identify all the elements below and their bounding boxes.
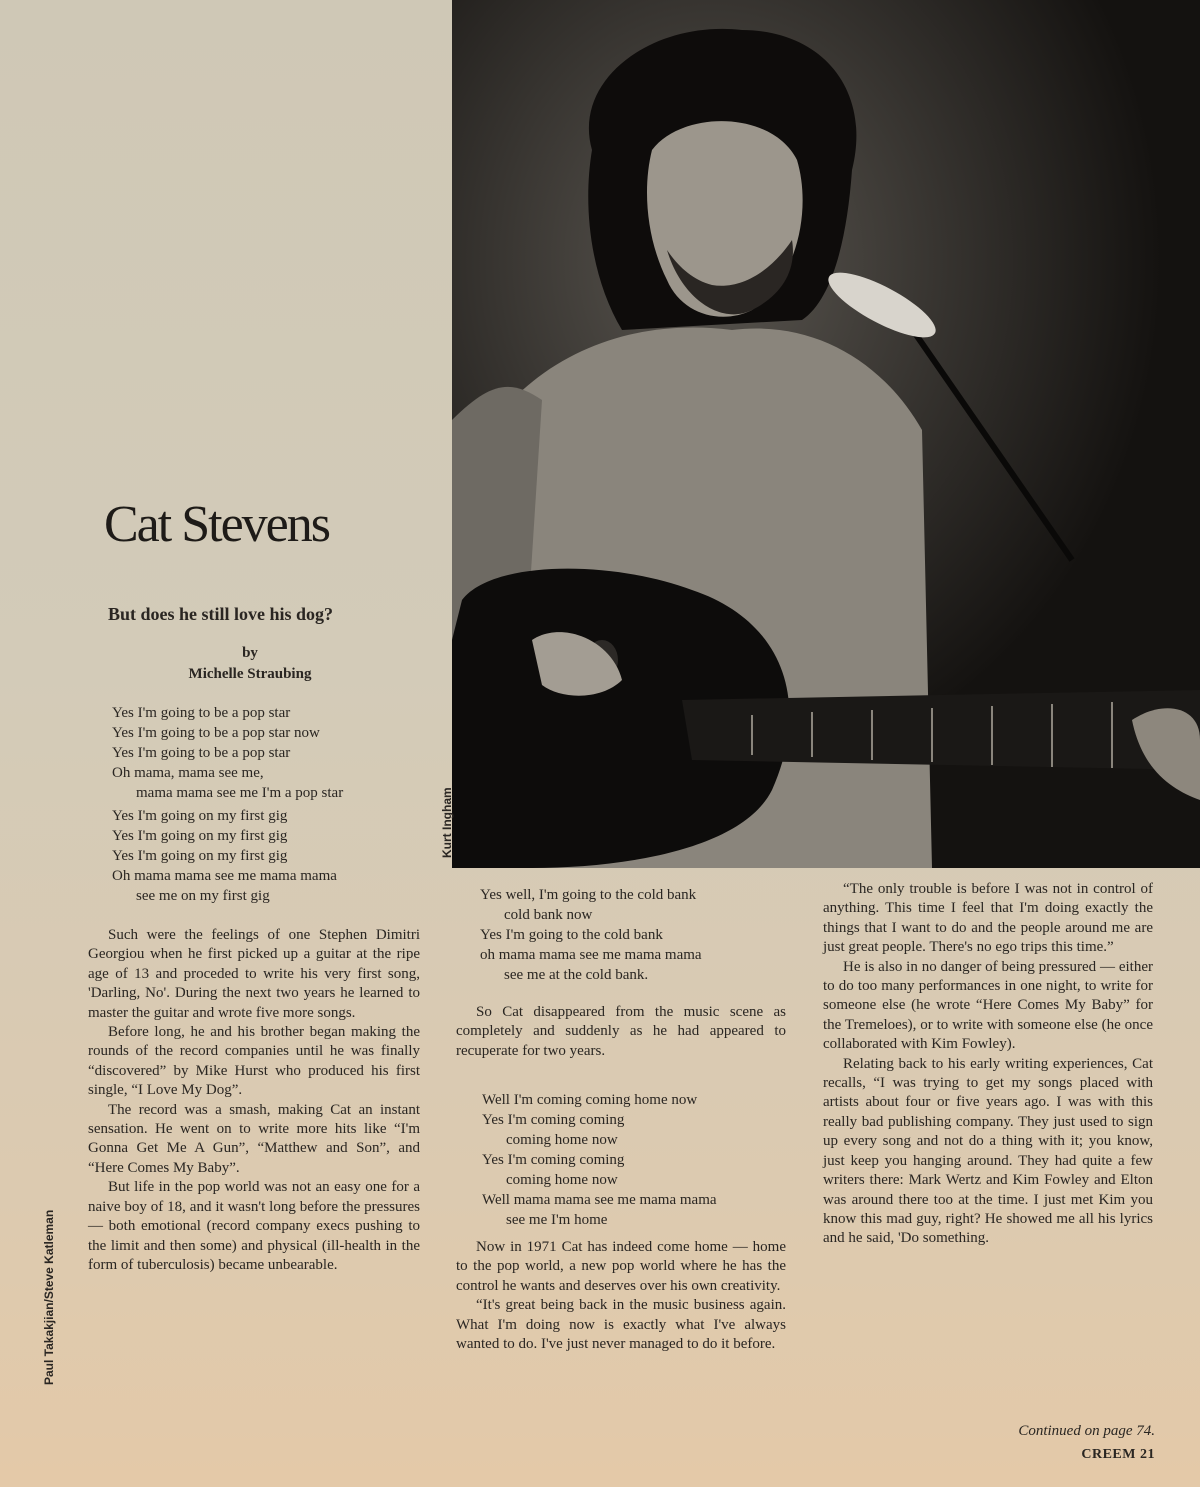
paragraph: “The only trouble is before I was not in control of anything. This time I feel that I'm doing exactly the things that I want to do and the people around me are just great people. There's no ego trips this time.” <box>823 881 1153 956</box>
paragraph: So Cat disappeared from the music scene as completely and suddenly as he had appeared to recuperate for two years. <box>456 1004 786 1059</box>
lyric-line: Yes I'm going to be a pop star now <box>112 725 320 741</box>
lyric-line: coming home now <box>506 1172 618 1188</box>
photo-credit: Kurt Ingham <box>440 787 454 858</box>
continued-note: Continued on page 74. <box>1018 1423 1155 1439</box>
lyric-line: see me on my first gig <box>136 888 270 904</box>
column-2-intro <box>456 1003 786 1061</box>
column-2-body <box>456 1238 786 1354</box>
paragraph: Before long, he and his brother began making the rounds of the record companies until he was finally “discovered” by Mike Hurst who produced his first single, “I Love My Dog”. <box>88 1024 420 1099</box>
lyric-line: mama mama see me I'm a pop star <box>136 785 344 801</box>
byline-by: by <box>242 645 258 661</box>
lyric-line: Yes I'm going on my first gig <box>112 828 288 844</box>
lyrics-coming-home <box>482 1090 802 1230</box>
lyrics-cold-bank <box>480 885 800 985</box>
cat-stevens-photo <box>452 0 1200 868</box>
paragraph: Such were the feelings of one Stephen Dimitri Georgiou when he first picked up a guitar at the ripe age of 13 and proceded to write his very first song, 'Darling, No'. During the next two years he learned to master the guitar and wrote five more songs. <box>88 927 420 1021</box>
column-1-body <box>88 926 420 1275</box>
lyric-line: see me I'm home <box>506 1212 608 1228</box>
lyric-line: cold bank now <box>504 907 593 923</box>
column-3-body <box>823 880 1153 1249</box>
paragraph: Now in 1971 Cat has indeed come home — home to the pop world, a new pop world where he has the control he wants and deserves over his own creativity. <box>456 1239 786 1294</box>
lyric-line: Yes well, I'm going to the cold bank <box>480 887 697 903</box>
author-name: Michelle Straubing <box>188 666 312 682</box>
paragraph: The record was a smash, making Cat an instant sensation. He went on to write more hits like “I'm Gonna Get Me A Gun”, “Matthew and Son”, and “Here Comes My Baby”. <box>88 1101 420 1176</box>
byline <box>140 643 360 687</box>
paragraph: He is also in no danger of being pressured — either to do too many performances in one night, to write for someone else (he wrote “Here Comes My Baby” for the Tremeloes), or to write with someone else (he once collaborated with Kim Fowley). <box>823 958 1153 1053</box>
lyrics-first-gig <box>112 806 432 906</box>
lyric-line: Oh mama, mama see me, <box>112 765 264 781</box>
lyric-line: Yes I'm going to be a pop star <box>112 705 291 721</box>
lyric-line: Oh mama mama see me mama mama <box>112 868 337 884</box>
article-title: Cat Stevens <box>104 496 329 553</box>
paragraph: “It's great being back in the music business again. What I'm doing now is exactly what I've always wanted to do. I've just never managed to do it before. <box>456 1297 786 1353</box>
paragraph: Relating back to his early writing experiences, Cat recalls, “I was trying to get my songs placed with artists about four or five years ago. I was with this really bad publishing company. They just used to sign up every song and not do a thing with it; you know, just keep you hanging around. They had quite a few writers there: Mark Wertz and Kim Fowley and Elton was around there too at the time. I just met Kim you know this mad guy, right? He showed me all his lyrics and he said, 'Do something. <box>823 1055 1153 1247</box>
lyric-line: Yes I'm coming coming <box>482 1112 625 1128</box>
lyric-line: Yes I'm going on my first gig <box>112 848 288 864</box>
lyric-line: Yes I'm coming coming <box>482 1152 625 1168</box>
paragraph: But life in the pop world was not an easy one for a naive boy of 18, and it wasn't long before the pressures — both emotional (record company execs pushing to the limit and then some) and physical (ill-health in the form of tuberculosis) became unbearable. <box>88 1179 420 1273</box>
lyric-line: coming home now <box>506 1132 618 1148</box>
lyric-line: Well I'm coming coming home now <box>482 1092 698 1108</box>
lyrics-pop-star <box>112 703 432 803</box>
lyric-line: Yes I'm going to be a pop star <box>112 745 291 761</box>
lyric-line: Yes I'm going on my first gig <box>112 808 288 824</box>
performer-illustration <box>452 0 1200 868</box>
design-credit: Paul Takakjian/Steve Katleman <box>42 1209 56 1385</box>
lyric-line: oh mama mama see me mama mama <box>480 947 702 963</box>
lyric-line: see me at the cold bank. <box>504 967 649 983</box>
lyric-line: Yes I'm going to the cold bank <box>480 927 663 943</box>
page-folio: CREEM 21 <box>1081 1447 1155 1462</box>
article-subtitle: But does he still love his dog? <box>108 604 334 624</box>
lyric-line: Well mama mama see me mama mama <box>482 1192 717 1208</box>
